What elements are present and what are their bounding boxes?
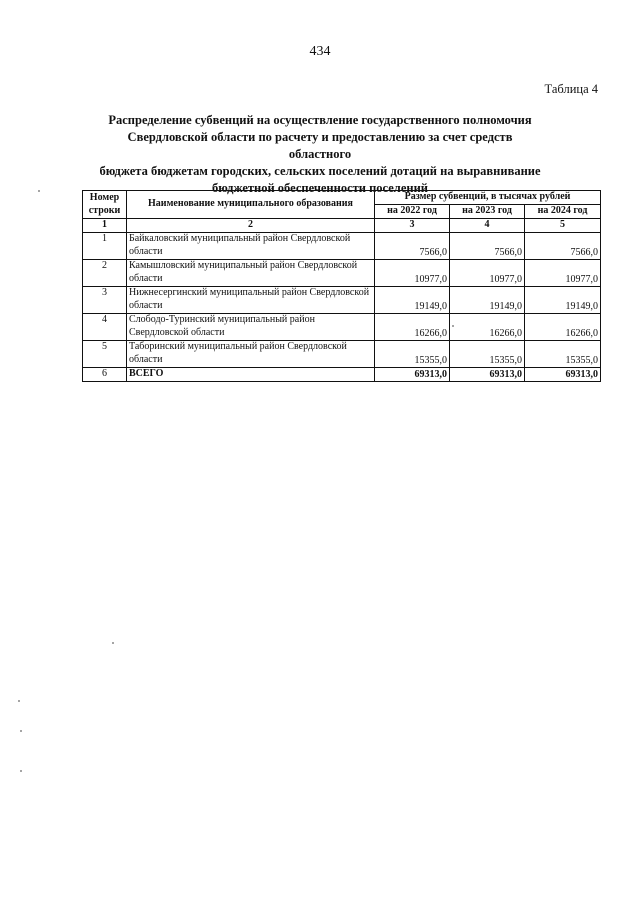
scan-speck <box>20 730 22 732</box>
total-2022: 69313,0 <box>375 368 450 382</box>
row-number: 3 <box>83 287 127 314</box>
header-year-2024: на 2024 год <box>525 205 601 219</box>
municipality-name: Байкаловский муниципальный район Свердловской области <box>127 233 375 260</box>
scan-speck <box>20 770 22 772</box>
row-number: 1 <box>83 233 127 260</box>
header-year-2023: на 2023 год <box>450 205 525 219</box>
title-line: Свердловской области по расчету и предоставлению за счет средств областного <box>127 130 513 161</box>
amount-2024: 16266,0 <box>525 314 601 341</box>
table-row <box>83 287 601 314</box>
amount-2022: 7566,0 <box>375 233 450 260</box>
title-line: бюджета бюджетам городских, сельских поселений дотаций на выравнивание <box>99 164 541 178</box>
municipality-name: Камышловский муниципальный район Свердловской области <box>127 260 375 287</box>
municipality-name: Таборинский муниципальный район Свердловской области <box>127 341 375 368</box>
amount-2022: 15355,0 <box>375 341 450 368</box>
amount-2022: 19149,0 <box>375 287 450 314</box>
amount-2024: 15355,0 <box>525 341 601 368</box>
municipality-name: Слободо-Туринский муниципальный район Свердловской области <box>127 314 375 341</box>
row-number: 4 <box>83 314 127 341</box>
amount-2024: 19149,0 <box>525 287 601 314</box>
column-index: 5 <box>525 219 601 233</box>
table-label: Таблица 4 <box>544 82 598 96</box>
total-row <box>83 368 601 382</box>
table-row <box>83 260 601 287</box>
subsidy-table <box>82 190 601 382</box>
amount-2022: 16266,0 <box>375 314 450 341</box>
column-index: 2 <box>127 219 375 233</box>
amount-2024: 7566,0 <box>525 233 601 260</box>
row-number: 6 <box>83 368 127 382</box>
scan-speck <box>112 642 114 644</box>
column-index: 3 <box>375 219 450 233</box>
document-title <box>95 112 545 197</box>
amount-2023: 15355,0 <box>450 341 525 368</box>
header-subsidy-amount: Размер субвенций, в тысячах рублей <box>375 191 601 205</box>
table-row <box>83 341 601 368</box>
header-year-2022: на 2022 год <box>375 205 450 219</box>
municipality-name: Нижнесергинский муниципальный район Свердловской области <box>127 287 375 314</box>
scan-speck <box>452 325 454 327</box>
column-index: 1 <box>83 219 127 233</box>
table-row <box>83 314 601 341</box>
title-line: бюджетной обеспеченности поселений <box>212 181 428 195</box>
header-num-line: строки <box>88 204 121 216</box>
header-row-number <box>83 191 127 219</box>
page-number: 434 <box>309 44 331 59</box>
scan-speck <box>18 700 20 702</box>
header-num-line: Номер <box>89 192 120 203</box>
title-line: Распределение субвенций на осуществление государственного полномочия <box>108 113 532 127</box>
amount-2024: 10977,0 <box>525 260 601 287</box>
amount-2022: 10977,0 <box>375 260 450 287</box>
column-index: 4 <box>450 219 525 233</box>
header-municipality-name: Наименование муниципального образования <box>127 191 375 219</box>
amount-2023: 10977,0 <box>450 260 525 287</box>
table-row <box>83 233 601 260</box>
total-label: ВСЕГО <box>127 368 375 382</box>
amount-2023: 7566,0 <box>450 233 525 260</box>
total-2023: 69313,0 <box>450 368 525 382</box>
amount-2023: 19149,0 <box>450 287 525 314</box>
row-number: 5 <box>83 341 127 368</box>
amount-2023: 16266,0 <box>450 314 525 341</box>
scan-speck <box>38 190 40 192</box>
row-number: 2 <box>83 260 127 287</box>
total-2024: 69313,0 <box>525 368 601 382</box>
